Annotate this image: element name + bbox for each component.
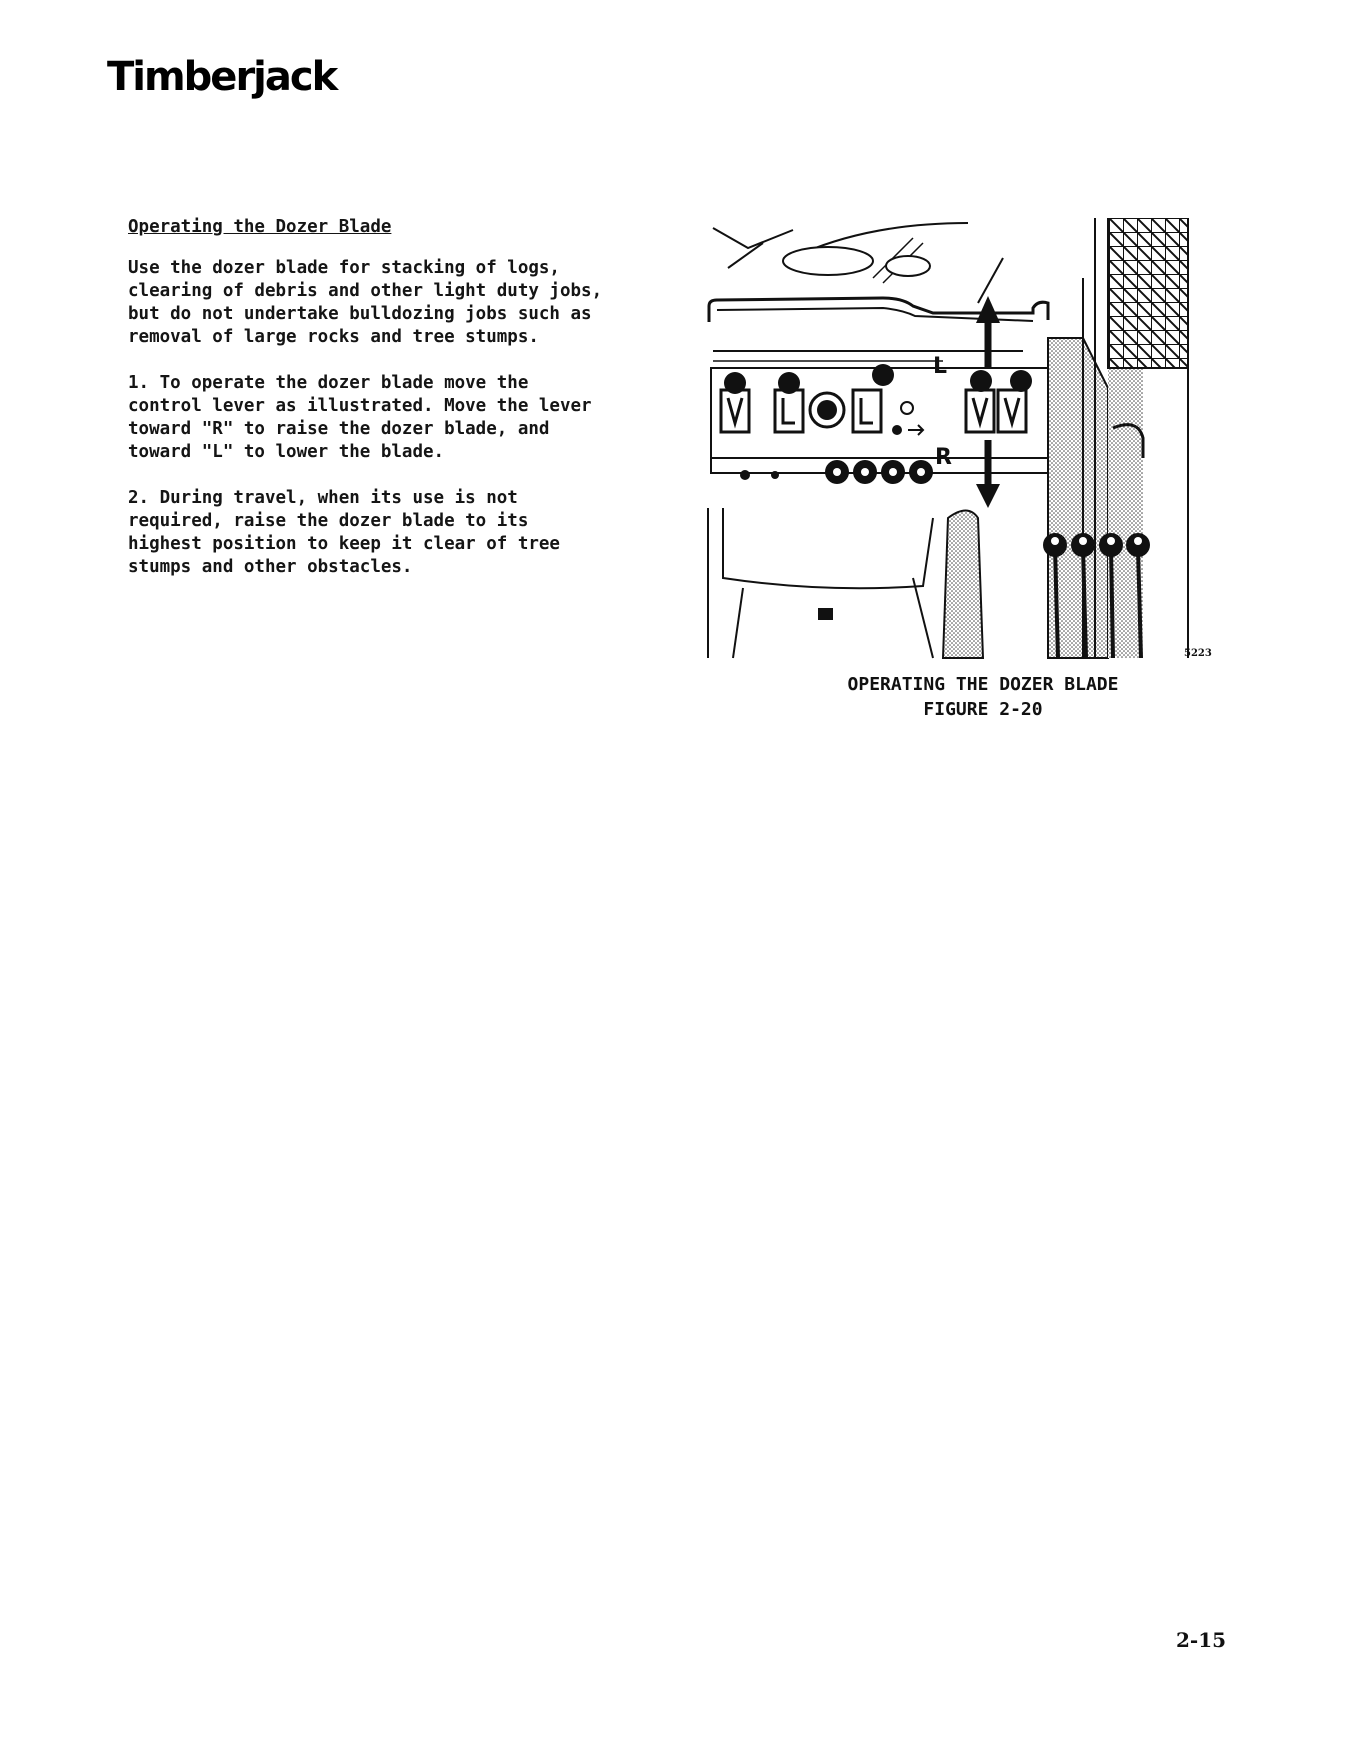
lower-label: L: [933, 354, 948, 379]
section-title: Operating the Dozer Blade: [128, 217, 392, 237]
caption-figure-number: FIGURE 2-20: [923, 699, 1043, 720]
step-2-paragraph: 2. During travel, when its use is not required, raise the dozer blade to its highest position to keep it clear of tree stumps and other obstacles.: [128, 488, 560, 577]
figure-caption: [703, 672, 1263, 722]
figure-code: 5223: [1184, 648, 1212, 659]
dozer-blade-section: [128, 216, 668, 602]
brand-logo: Timberjack: [107, 54, 337, 100]
raise-label: R: [935, 445, 952, 470]
step-1-paragraph: 1. To operate the dozer blade move the control lever as illustrated. Move the lever toward "R" to raise the dozer blade, and toward "L" to lower the blade.: [128, 373, 592, 462]
page-number: 2-15: [1176, 1628, 1227, 1652]
caption-title: OPERATING THE DOZER BLADE: [847, 674, 1119, 695]
intro-paragraph: Use the dozer blade for stacking of logs, clearing of debris and other light duty jobs, but do not undertake bulldozing jobs such as removal of large rocks and tree stumps.: [128, 258, 603, 347]
dozer-blade-illustration: [703, 218, 1223, 665]
